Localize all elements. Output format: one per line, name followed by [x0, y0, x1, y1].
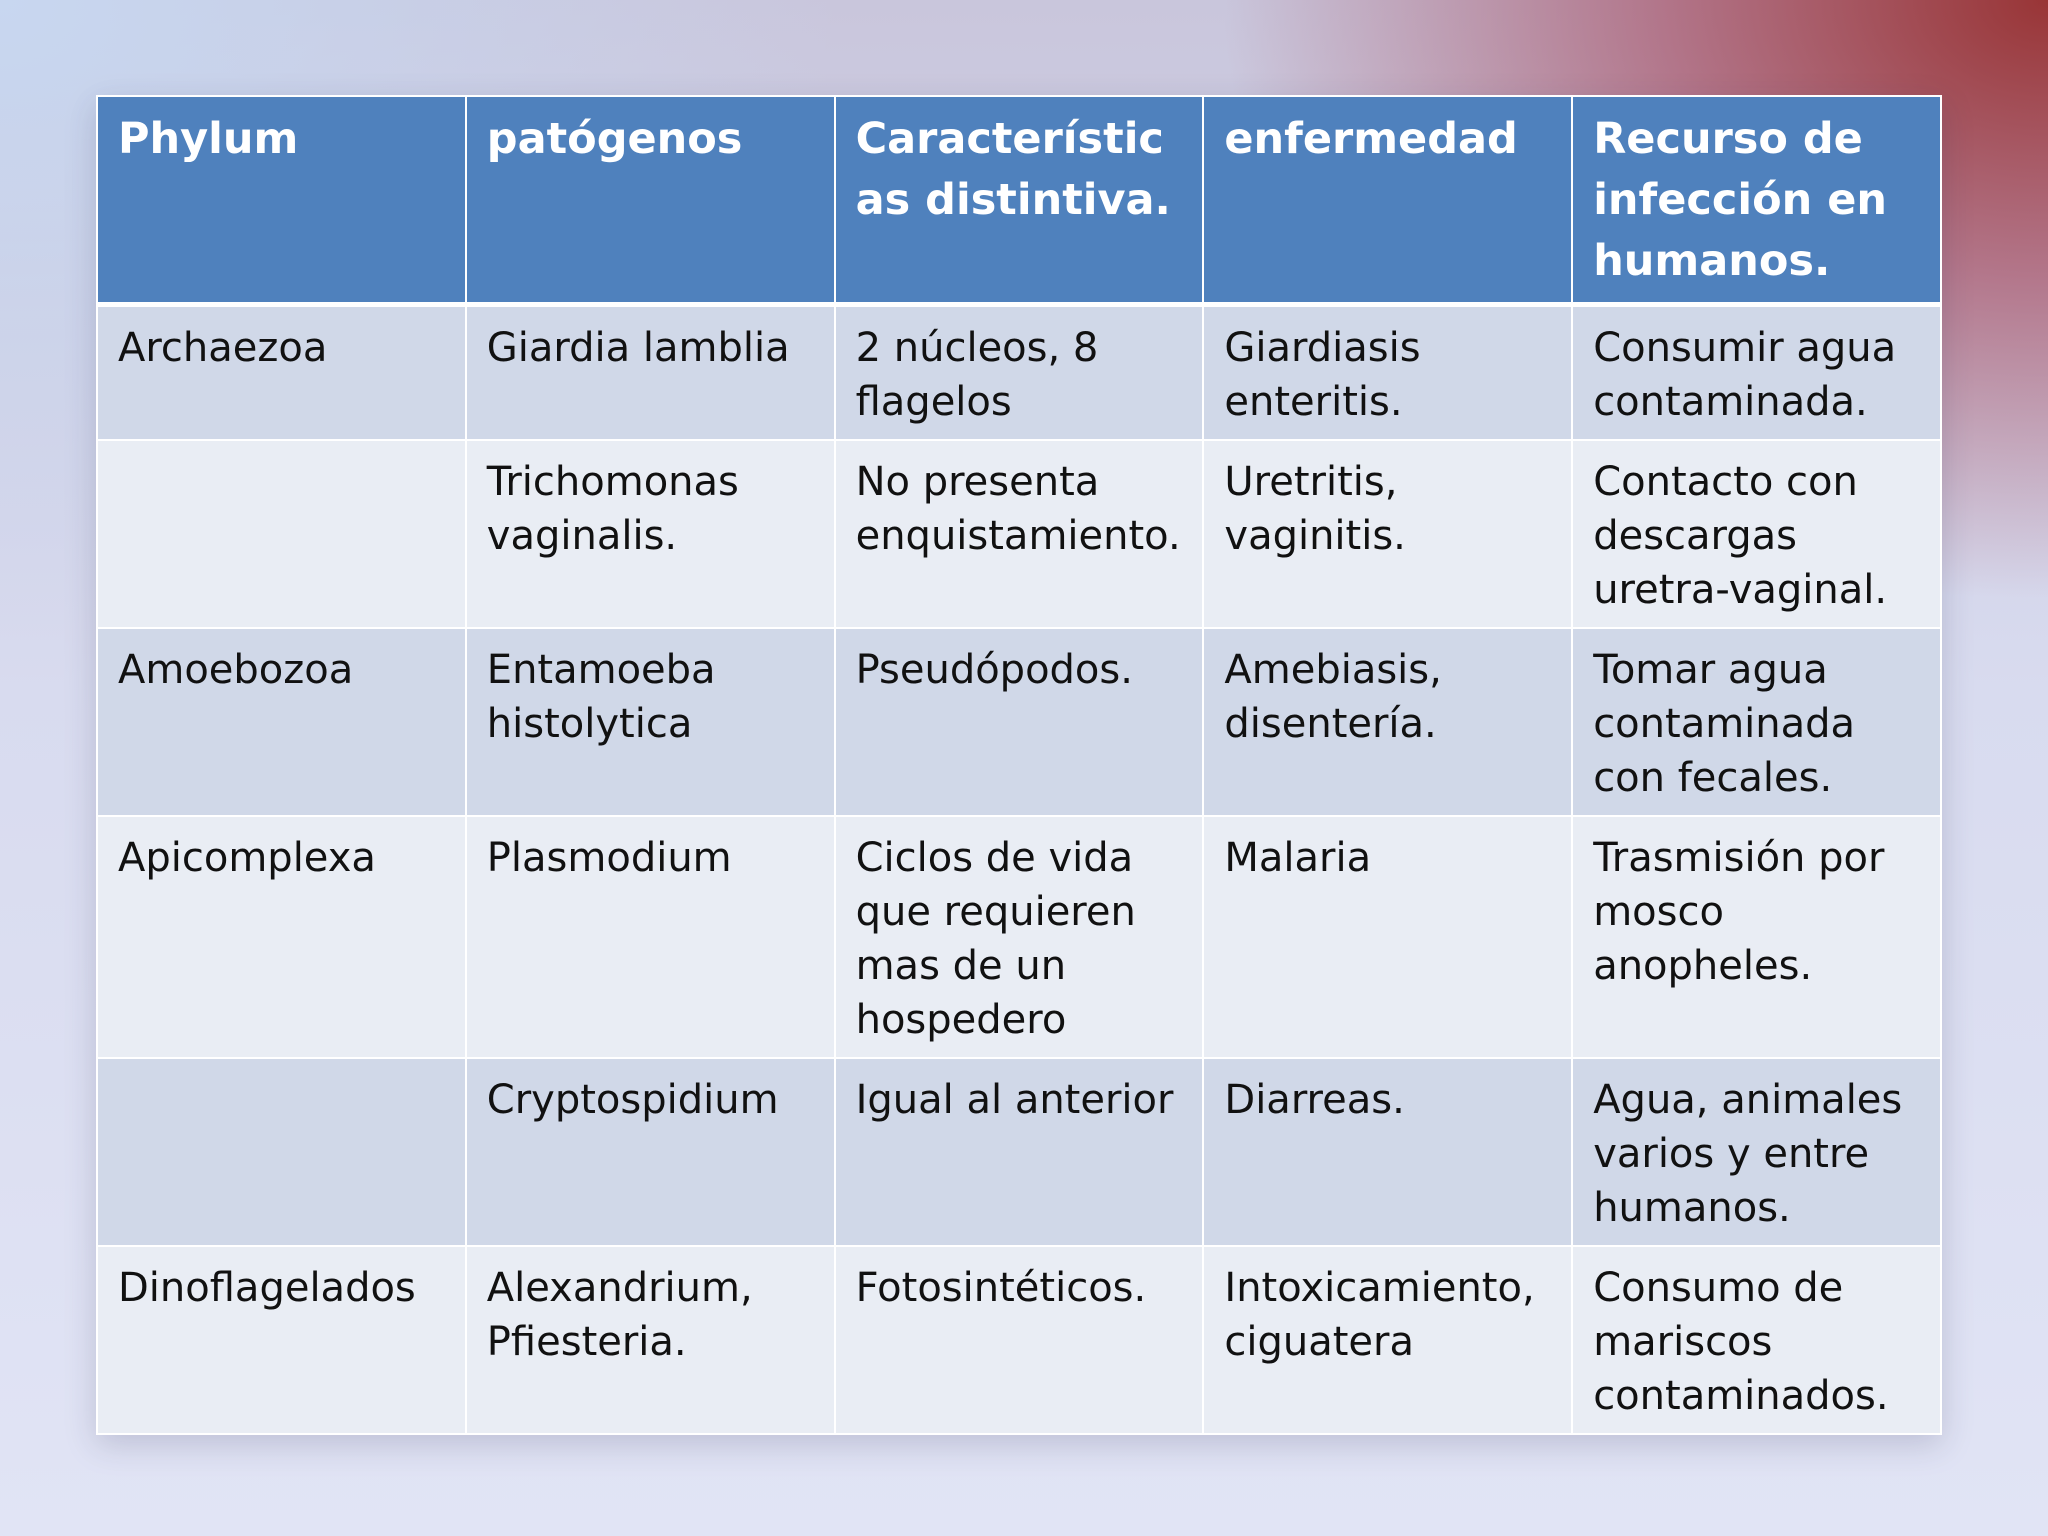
- cell-phylum: Dinoflagelados: [97, 1246, 466, 1434]
- cell-phylum: Archaezoa: [97, 305, 466, 441]
- cell-infection-source: Consumo de mariscos contaminados.: [1572, 1246, 1941, 1434]
- cell-characteristic: Fotosintéticos.: [835, 1246, 1204, 1434]
- protozoa-table: [96, 95, 1942, 1435]
- cell-infection-source: Tomar agua contaminada con fecales.: [1572, 628, 1941, 816]
- table-row: [97, 816, 1941, 1058]
- cell-disease: Malaria: [1203, 816, 1572, 1058]
- cell-phylum: [97, 1058, 466, 1246]
- table-row: [97, 305, 1941, 441]
- cell-characteristic: Igual al anterior: [835, 1058, 1204, 1246]
- header-row: [97, 96, 1941, 305]
- cell-infection-source: Trasmisión por mosco anopheles.: [1572, 816, 1941, 1058]
- cell-characteristic: 2 núcleos, 8 flagelos: [835, 305, 1204, 441]
- cell-characteristic: No presenta enquistamiento.: [835, 440, 1204, 628]
- cell-pathogen: Giardia lamblia: [466, 305, 835, 441]
- cell-pathogen: Trichomonas vaginalis.: [466, 440, 835, 628]
- cell-pathogen: Plasmodium: [466, 816, 835, 1058]
- cell-phylum: Amoebozoa: [97, 628, 466, 816]
- cell-pathogen: Entamoeba histolytica: [466, 628, 835, 816]
- cell-disease: Uretritis, vaginitis.: [1203, 440, 1572, 628]
- cell-infection-source: Consumir agua contaminada.: [1572, 305, 1941, 441]
- cell-infection-source: Contacto con descargas uretra-vaginal.: [1572, 440, 1941, 628]
- cell-characteristic: Ciclos de vida que requieren mas de un hospedero: [835, 816, 1204, 1058]
- header-disease: enfermedad: [1203, 96, 1572, 305]
- table-row: [97, 1246, 1941, 1434]
- cell-disease: Intoxicamiento, ciguatera: [1203, 1246, 1572, 1434]
- header-characteristics: Características distintiva.: [835, 96, 1204, 305]
- header-pathogens: patógenos: [466, 96, 835, 305]
- cell-disease: Giardiasis enteritis.: [1203, 305, 1572, 441]
- cell-infection-source: Agua, animales varios y entre humanos.: [1572, 1058, 1941, 1246]
- header-infection-source: Recurso de infección en humanos.: [1572, 96, 1941, 305]
- cell-phylum: [97, 440, 466, 628]
- cell-pathogen: Alexandrium, Pfiesteria.: [466, 1246, 835, 1434]
- cell-phylum: Apicomplexa: [97, 816, 466, 1058]
- cell-disease: Amebiasis, disentería.: [1203, 628, 1572, 816]
- cell-disease: Diarreas.: [1203, 1058, 1572, 1246]
- header-phylum: Phylum: [97, 96, 466, 305]
- cell-pathogen: Cryptospidium: [466, 1058, 835, 1246]
- table-row: [97, 628, 1941, 816]
- cell-characteristic: Pseudópodos.: [835, 628, 1204, 816]
- table-row: [97, 440, 1941, 628]
- table-row: [97, 1058, 1941, 1246]
